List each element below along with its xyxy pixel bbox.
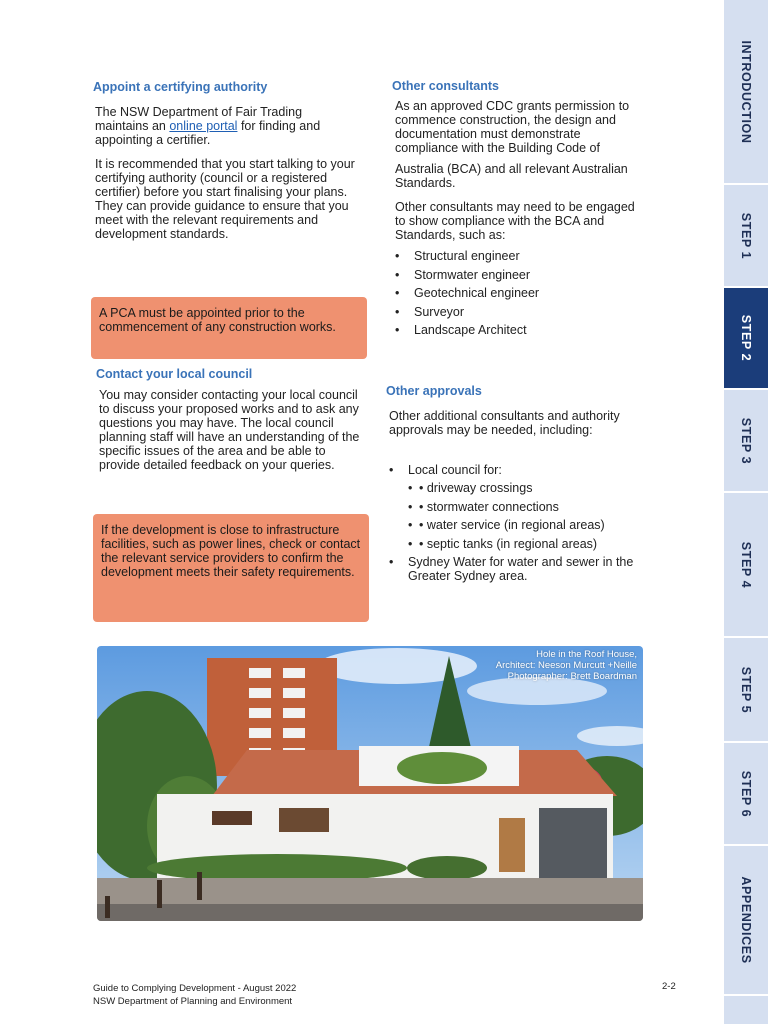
nav-label: STEP 2	[739, 314, 753, 362]
nav-label: INTRODUCTION	[739, 39, 753, 144]
photo-caption	[496, 649, 637, 682]
nav-label: APPENDICES	[739, 876, 753, 964]
list-item: • Geotechnical engineer	[395, 286, 635, 300]
pca-callout	[91, 297, 367, 359]
nav-label: STEP 1	[739, 212, 753, 259]
list-item-sydney-water: • Sydney Water for water and sewer in the Greater Sydney area.	[389, 555, 641, 583]
nav-label: STEP 6	[739, 770, 753, 817]
sub-list-item: • • water service (in regional areas)	[408, 518, 641, 532]
local-council-label: Local council for:	[408, 463, 502, 477]
consultants-list	[395, 249, 635, 342]
nav-step-1[interactable]	[724, 185, 768, 288]
nav-label: STEP 3	[739, 417, 753, 464]
page-number: 2-2	[662, 981, 676, 992]
approvals-list	[389, 463, 641, 588]
list-item: • Stormwater engineer	[395, 268, 635, 282]
list-item-local-council	[389, 463, 641, 551]
footer	[93, 982, 296, 1008]
footer-line-2: NSW Department of Planning and Environment	[93, 996, 293, 1007]
council-sublist	[408, 481, 641, 551]
nav-appendices[interactable]	[724, 846, 768, 996]
consultants-paragraph-1b: Australia (BCA) and all relevant Australian Standards.	[395, 162, 628, 190]
list-item: • Landscape Architect	[395, 323, 635, 337]
certifier-text-before: The NSW Department of Fair Trading maintains an	[95, 105, 303, 133]
council-paragraph: You may consider contacting your local council to discuss your proposed works and to ask any questions you may have. The local council planning staff will have an understanding of the specific issues of the area and be able to provide detailed feedback on your queries.	[99, 388, 360, 472]
nav-label: STEP 5	[739, 666, 753, 713]
house-photo	[97, 646, 643, 921]
nav-step-2[interactable]	[724, 288, 768, 390]
online-portal-link[interactable]: online portal	[169, 119, 238, 133]
house-illustration	[97, 646, 643, 921]
certifier-paragraph-1	[95, 105, 357, 147]
caption-line: Architect: Neeson Murcutt +Neille	[495, 660, 637, 671]
nav-step-3[interactable]	[724, 390, 768, 493]
list-item: • Surveyor	[395, 305, 635, 319]
nav-step-5[interactable]	[724, 638, 768, 743]
approvals-paragraph: Other additional consultants and authority approvals may be needed, including:	[389, 409, 620, 437]
sub-list-item: • • septic tanks (in regional areas)	[408, 537, 641, 551]
caption-line: Photographer: Brett Boardman	[507, 671, 637, 682]
sub-list-item: • • driveway crossings	[408, 481, 641, 495]
infrastructure-callout	[93, 514, 369, 622]
consultants-paragraph-1: As an approved CDC grants permission to commence construction, the design and documentation must demonstrate compliance with the Building Code of	[395, 99, 630, 155]
caption-line: Hole in the Roof House,	[536, 649, 637, 660]
heading-other-consultants: Other consultants	[392, 79, 499, 93]
heading-local-council: Contact your local council	[96, 367, 253, 381]
heading-certifying-authority: Appoint a certifying authority	[93, 80, 268, 94]
side-navigation	[724, 0, 768, 1024]
nav-step-6[interactable]	[724, 743, 768, 846]
consultants-paragraph-2: Other consultants may need to be engaged to show compliance with the BCA and Standards, such as:	[395, 200, 635, 242]
footer-line-1: Guide to Complying Development - August 2022	[93, 983, 297, 994]
list-item: • Structural engineer	[395, 249, 635, 263]
nav-step-4[interactable]	[724, 493, 768, 638]
pca-callout-text: A PCA must be appointed prior to the commencement of any construction works.	[99, 306, 336, 334]
nav-label: STEP 4	[739, 541, 753, 588]
nav-introduction[interactable]	[724, 0, 768, 185]
certifier-text-after: for finding and appointing a certifier.	[95, 119, 321, 147]
certifier-paragraph-2: It is recommended that you start talking to your certifying authority (council or a registered certifier) before you start finalising your plans. They can provide guidance to ensure that you meet with the relevant requirements and development standards.	[95, 157, 355, 241]
heading-other-approvals: Other approvals	[386, 384, 482, 398]
infrastructure-callout-text: If the development is close to infrastructure facilities, such as power lines, check or contact the relevant service providers to confirm the development meets their safety requirements.	[101, 523, 361, 579]
sub-list-item: • • stormwater connections	[408, 500, 641, 514]
